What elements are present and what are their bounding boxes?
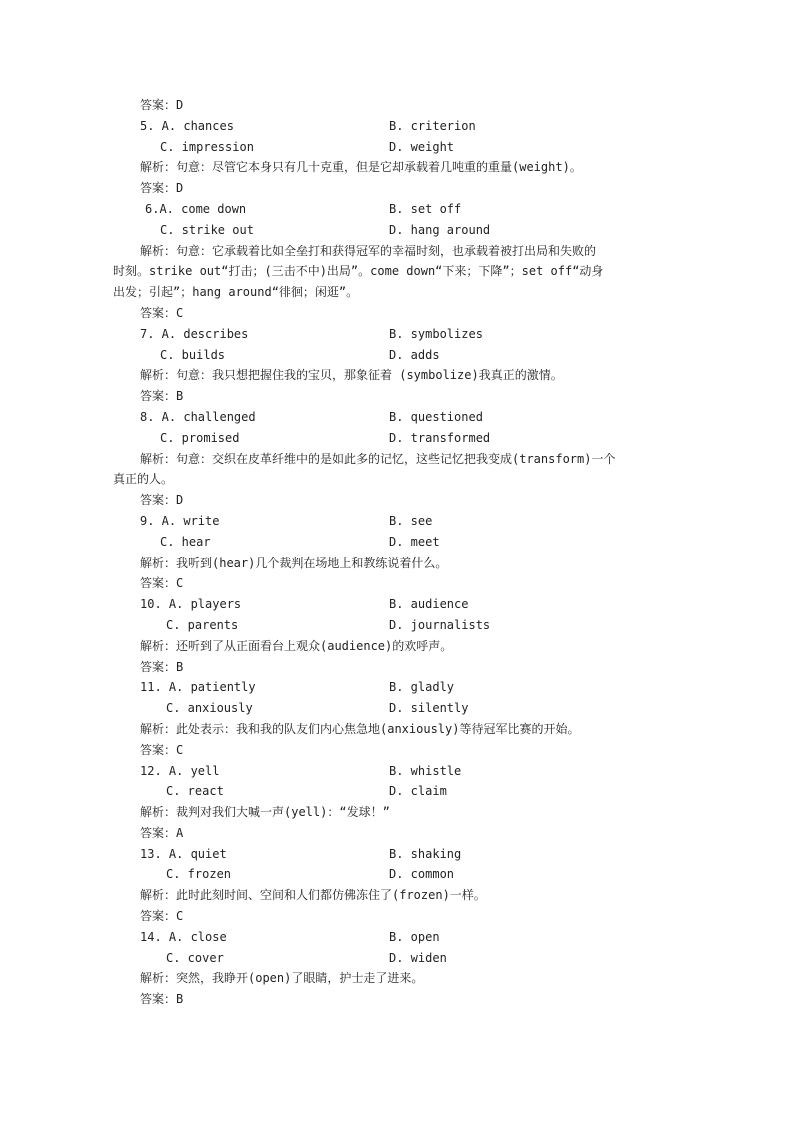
question-row: [0, 532, 793, 553]
option-c: C. cover: [166, 950, 224, 965]
question-row: [0, 345, 793, 366]
option-d: D. journalists: [389, 617, 491, 632]
option-a: 6.A. come down: [145, 201, 247, 216]
option-a: 11. A. patiently: [140, 680, 256, 695]
explanation-line: 真正的人。: [113, 472, 174, 487]
question-row: [0, 407, 793, 428]
option-b: B. shaking: [389, 846, 462, 861]
option-c: C. strike out: [160, 222, 254, 237]
option-b: B. questioned: [389, 409, 483, 424]
option-a: 7. A. describes: [140, 326, 249, 341]
explanation-line: 解析：我听到(hear)几个裁判在场地上和教练说着什么。: [140, 555, 448, 570]
option-b: B. gladly: [389, 680, 455, 695]
option-d: D. claim: [389, 784, 447, 799]
option-d: D. transformed: [389, 430, 491, 445]
answer-line: 答案：A: [140, 825, 184, 840]
option-c: C. frozen: [166, 867, 232, 882]
answer-line: 答案：C: [140, 909, 184, 924]
option-d: D. weight: [389, 139, 455, 154]
question-row: [0, 761, 793, 782]
option-a: 13. A. quiet: [140, 846, 227, 861]
question-row: [0, 615, 793, 636]
option-a: 8. A. challenged: [140, 409, 256, 424]
explanation-line: 解析：裁判对我们大喊一声(yell)：“发球！”: [140, 805, 390, 820]
option-c: C. anxiously: [166, 701, 253, 716]
option-c: C. parents: [166, 617, 239, 632]
question-row: [0, 594, 793, 615]
explanation-line: 解析：句意：它承载着比如全垒打和获得冠军的幸福时刻，也承载着被打出局和失败的: [140, 243, 597, 258]
option-b: B. open: [389, 929, 440, 944]
option-d: D. hang around: [389, 222, 491, 237]
answer-line: 答案：C: [140, 742, 184, 757]
document-page: [0, 95, 793, 1010]
option-b: B. set off: [389, 201, 462, 216]
option-d: D. silently: [389, 701, 469, 716]
explanation-line: 解析：还听到了从正面看台上观众(audience)的欢呼声。: [140, 638, 453, 653]
explanation-line: 解析：此时此刻时间、空间和人们都仿佛冻住了(frozen)一样。: [140, 888, 486, 903]
question-row: [0, 781, 793, 802]
question-row: [0, 864, 793, 885]
option-b: B. whistle: [389, 763, 462, 778]
answer-line: 答案：C: [140, 305, 184, 320]
option-a: 9. A. write: [140, 513, 220, 528]
explanation-line: 解析：句意：我只想把握住我的宝贝，那象征着 (symbolize)我真正的激情。: [140, 368, 563, 383]
answer-line: 答案：C: [140, 576, 184, 591]
question-row: [0, 324, 793, 345]
option-c: C. hear: [160, 534, 211, 549]
option-d: D. meet: [389, 534, 440, 549]
option-d: D. common: [389, 867, 455, 882]
option-d: D. adds: [389, 347, 440, 362]
explanation-line: 解析：句意：尽管它本身只有几十克重，但是它却承载着几吨重的重量(weight)。: [140, 160, 582, 175]
option-d: D. widen: [389, 950, 447, 965]
question-row: [0, 927, 793, 948]
question-row: [0, 116, 793, 137]
option-a: 5. A. chances: [140, 118, 234, 133]
question-row: [0, 844, 793, 865]
option-a: 14. A. close: [140, 929, 227, 944]
question-row: [0, 698, 793, 719]
answer-line: 答案：D: [140, 98, 184, 112]
question-row: [0, 220, 793, 241]
question-row: [0, 428, 793, 449]
question-row: [0, 137, 793, 158]
question-row: [0, 199, 793, 220]
option-b: B. audience: [389, 597, 469, 612]
option-c: C. promised: [160, 430, 240, 445]
explanation-line: 解析：句意：交织在皮革纤维中的是如此多的记忆，这些记忆把我变成(transform)一个: [140, 451, 616, 466]
option-c: C. react: [166, 784, 224, 799]
answer-line: 答案：D: [140, 181, 184, 196]
question-row: [0, 948, 793, 969]
option-b: B. criterion: [389, 118, 476, 133]
answer-line: 答案：B: [140, 659, 184, 674]
explanation-line: 出发；引起”；hang around“徘徊；闲逛”。: [113, 285, 359, 300]
explanation-line: 解析：此处表示：我和我的队友们内心焦急地(anxiously)等待冠军比赛的开始。: [140, 721, 580, 736]
question-row: [0, 677, 793, 698]
option-c: C. impression: [160, 139, 254, 154]
explanation-line: 解析：突然，我睁开(open)了眼睛，护士走了进来。: [140, 971, 424, 986]
answer-line: 答案：B: [140, 992, 184, 1007]
question-row: [0, 511, 793, 532]
option-a: 10. A. players: [140, 597, 242, 612]
answer-line: 答案：B: [140, 389, 184, 404]
option-b: B. see: [389, 513, 433, 528]
option-b: B. symbolizes: [389, 326, 483, 341]
answer-line: 答案：D: [140, 493, 184, 508]
option-a: 12. A. yell: [140, 763, 220, 778]
explanation-line: 时刻。strike out“打击；(三击不中)出局”。come down“下来；下降”；set off“动身: [113, 264, 604, 279]
option-c: C. builds: [160, 347, 226, 362]
